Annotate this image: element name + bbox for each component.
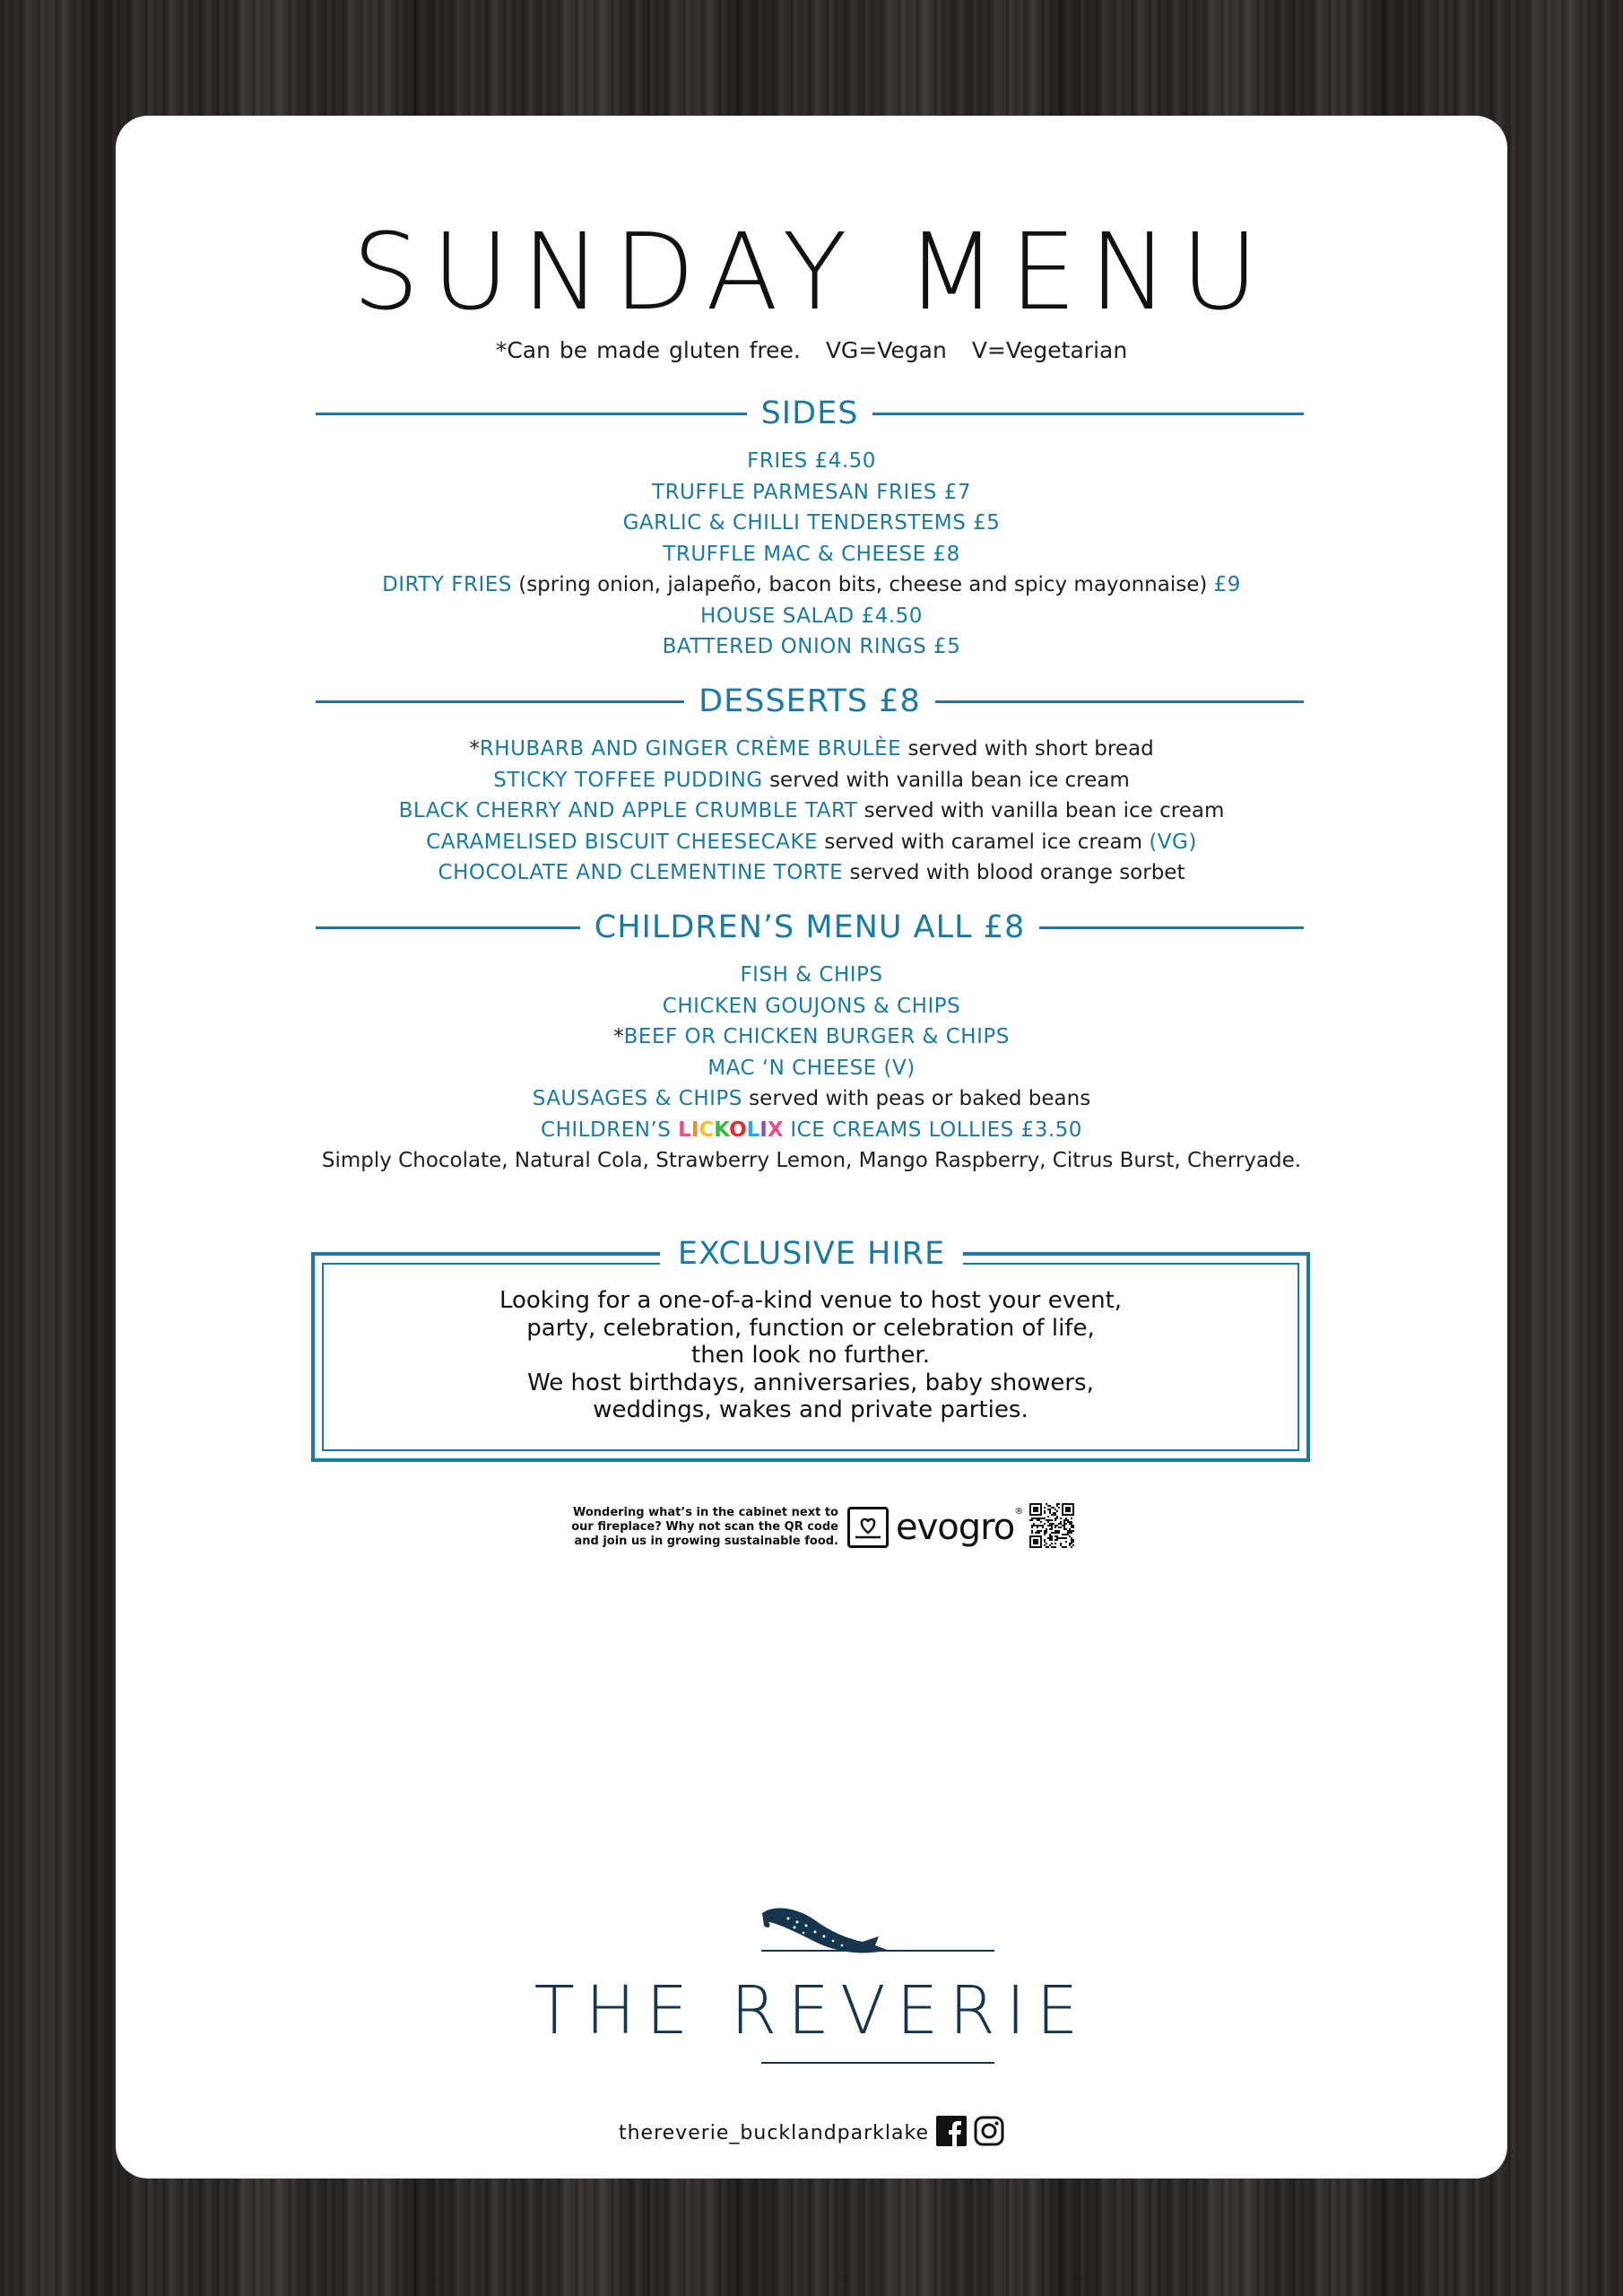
lickolix-letter: I xyxy=(759,1118,768,1142)
item-name: SAUSAGES & CHIPS xyxy=(532,1087,742,1110)
list-item xyxy=(116,991,1507,1022)
item-name: BLACK CHERRY AND APPLE CRUMBLE TART xyxy=(398,799,858,822)
hire-line: Looking for a one-of-a-kind venue to host your event, xyxy=(499,1287,1123,1314)
item-description: served with blood orange sorbet xyxy=(843,861,1185,884)
list-item xyxy=(116,960,1507,991)
list-item xyxy=(116,477,1507,509)
list-item xyxy=(116,857,1507,889)
brand-name: THE REVERIE xyxy=(534,1972,1089,2049)
hire-line: party, celebration, function or celebration of life, xyxy=(526,1314,1095,1342)
lollies-item xyxy=(116,1115,1507,1146)
page-title: SUNDAY MENU xyxy=(352,210,1271,334)
gluten-free-marker: * xyxy=(613,1025,624,1048)
instagram-icon[interactable] xyxy=(974,2116,1004,2150)
childrens-heading-label: CHILDREN’S MENU ALL £8 xyxy=(594,909,1026,945)
social-handles xyxy=(116,2116,1507,2150)
list-item xyxy=(116,765,1507,796)
divider xyxy=(1039,926,1304,929)
desserts-heading-label: DESSERTS £8 xyxy=(699,683,921,719)
item-description: served with short bread xyxy=(901,737,1154,761)
list-item xyxy=(116,508,1507,539)
divider xyxy=(872,413,1304,415)
divider xyxy=(316,700,684,703)
lickolix-logo xyxy=(678,1118,783,1142)
item-name: CHICKEN GOUJONS & CHIPS xyxy=(662,994,961,1018)
list-item xyxy=(116,1022,1507,1053)
desserts-heading xyxy=(316,679,1304,724)
divider xyxy=(935,700,1304,703)
item-description: served with vanilla bean ice cream xyxy=(762,768,1130,792)
lickolix-letter: L xyxy=(678,1118,691,1142)
item-price: £9 xyxy=(1213,573,1241,596)
item-name: FISH & CHIPS xyxy=(740,963,883,987)
evogro-note xyxy=(564,1506,838,1549)
list-item xyxy=(116,1053,1507,1084)
qr-code-icon[interactable] xyxy=(1029,1503,1074,1552)
item-name: HOUSE SALAD £4.50 xyxy=(700,604,923,628)
lickolix-letter: C xyxy=(699,1118,715,1142)
hire-line: weddings, wakes and private parties. xyxy=(593,1396,1028,1423)
item-name: MAC ‘N CHEESE (V) xyxy=(707,1056,916,1080)
list-item xyxy=(116,539,1507,570)
list-item xyxy=(116,796,1507,827)
item-name: BEEF OR CHICKEN BURGER & CHIPS xyxy=(623,1025,1010,1048)
item-name: GARLIC & CHILLI TENDERSTEMS £5 xyxy=(622,511,1001,535)
list-item xyxy=(116,734,1507,765)
exclusive-hire-text xyxy=(311,1287,1310,1424)
evogro-note-line: and join us in growing sustainable food. xyxy=(574,1535,838,1548)
evogro-note-line: our fireplace? Why not scan the QR code xyxy=(571,1520,838,1534)
list-item xyxy=(116,827,1507,858)
vegan-note: VG=Vegan xyxy=(825,337,947,363)
item-description: (spring onion, jalapeño, bacon bits, cheese and spicy mayonnaise) xyxy=(511,573,1214,596)
divider xyxy=(316,413,747,415)
item-description: served with vanilla bean ice cream xyxy=(857,799,1225,822)
evogro-note-line: Wondering what’s in the cabinet next to xyxy=(572,1506,838,1519)
hire-line: then look no further. xyxy=(691,1342,930,1369)
childrens-list xyxy=(116,960,1507,1177)
item-name: TRUFFLE PARMESAN FRIES £7 xyxy=(652,480,971,504)
list-item xyxy=(116,631,1507,663)
sides-heading-label: SIDES xyxy=(760,396,859,431)
item-name: ICE CREAMS LOLLIES £3.50 xyxy=(783,1118,1082,1142)
gluten-free-note: *Can be made gluten free. xyxy=(495,337,801,363)
lickolix-letter: X xyxy=(767,1118,784,1142)
item-name: DIRTY FRIES xyxy=(382,573,512,596)
divider xyxy=(316,926,580,929)
item-name: FRIES £4.50 xyxy=(747,449,876,473)
list-item xyxy=(116,601,1507,632)
sides-heading xyxy=(316,391,1304,436)
facebook-icon[interactable] xyxy=(936,2116,967,2150)
item-name: CHOCOLATE AND CLEMENTINE TORTE xyxy=(438,861,844,884)
lickolix-letter: K xyxy=(714,1118,730,1142)
evogro-wordmark-text: evogro xyxy=(896,1507,1015,1548)
item-description: served with caramel ice cream xyxy=(818,830,1150,854)
evogro-promo xyxy=(564,1500,1074,1554)
sides-list xyxy=(116,446,1507,663)
vegetarian-note: V=Vegetarian xyxy=(971,337,1128,363)
item-name: BATTERED ONION RINGS £5 xyxy=(662,635,961,658)
lickolix-letter: O xyxy=(729,1118,747,1142)
lolly-flavours: Simply Chocolate, Natural Cola, Strawberry Lemon, Mango Raspberry, Citrus Burst, Cherryade. xyxy=(321,1149,1302,1172)
registered-mark: ® xyxy=(1014,1507,1023,1517)
item-name: TRUFFLE MAC & CHEESE £8 xyxy=(663,542,960,566)
evogro-logo-icon xyxy=(847,1507,889,1548)
childrens-heading xyxy=(316,905,1304,950)
lickolix-letter: L xyxy=(746,1118,760,1142)
vegan-tag: (VG) xyxy=(1149,830,1197,854)
exclusive-hire-heading xyxy=(116,1236,1507,1272)
list-item xyxy=(116,570,1507,601)
list-item xyxy=(116,1083,1507,1115)
hire-line: We host birthdays, anniversaries, baby showers, xyxy=(527,1369,1094,1396)
list-item xyxy=(116,446,1507,477)
dietary-notes xyxy=(116,337,1507,363)
social-handle[interactable]: thereverie_bucklandparklake xyxy=(618,2121,929,2144)
item-name: STICKY TOFFEE PUDDING xyxy=(493,768,763,792)
desserts-list xyxy=(116,734,1507,889)
item-name: CARAMELISED BISCUIT CHEESECAKE xyxy=(426,830,819,854)
menu-card xyxy=(116,116,1507,2179)
item-name: RHUBARB AND GINGER CRÈME BRULÈE xyxy=(479,737,902,761)
evogro-wordmark xyxy=(896,1507,1022,1548)
item-name: CHILDREN’S xyxy=(541,1118,679,1142)
item-description: served with peas or baked beans xyxy=(742,1087,1091,1110)
lickolix-letter: I xyxy=(690,1118,699,1142)
exclusive-hire-heading-label: EXCLUSIVE HIRE xyxy=(660,1236,963,1272)
gluten-free-marker: * xyxy=(469,737,480,761)
